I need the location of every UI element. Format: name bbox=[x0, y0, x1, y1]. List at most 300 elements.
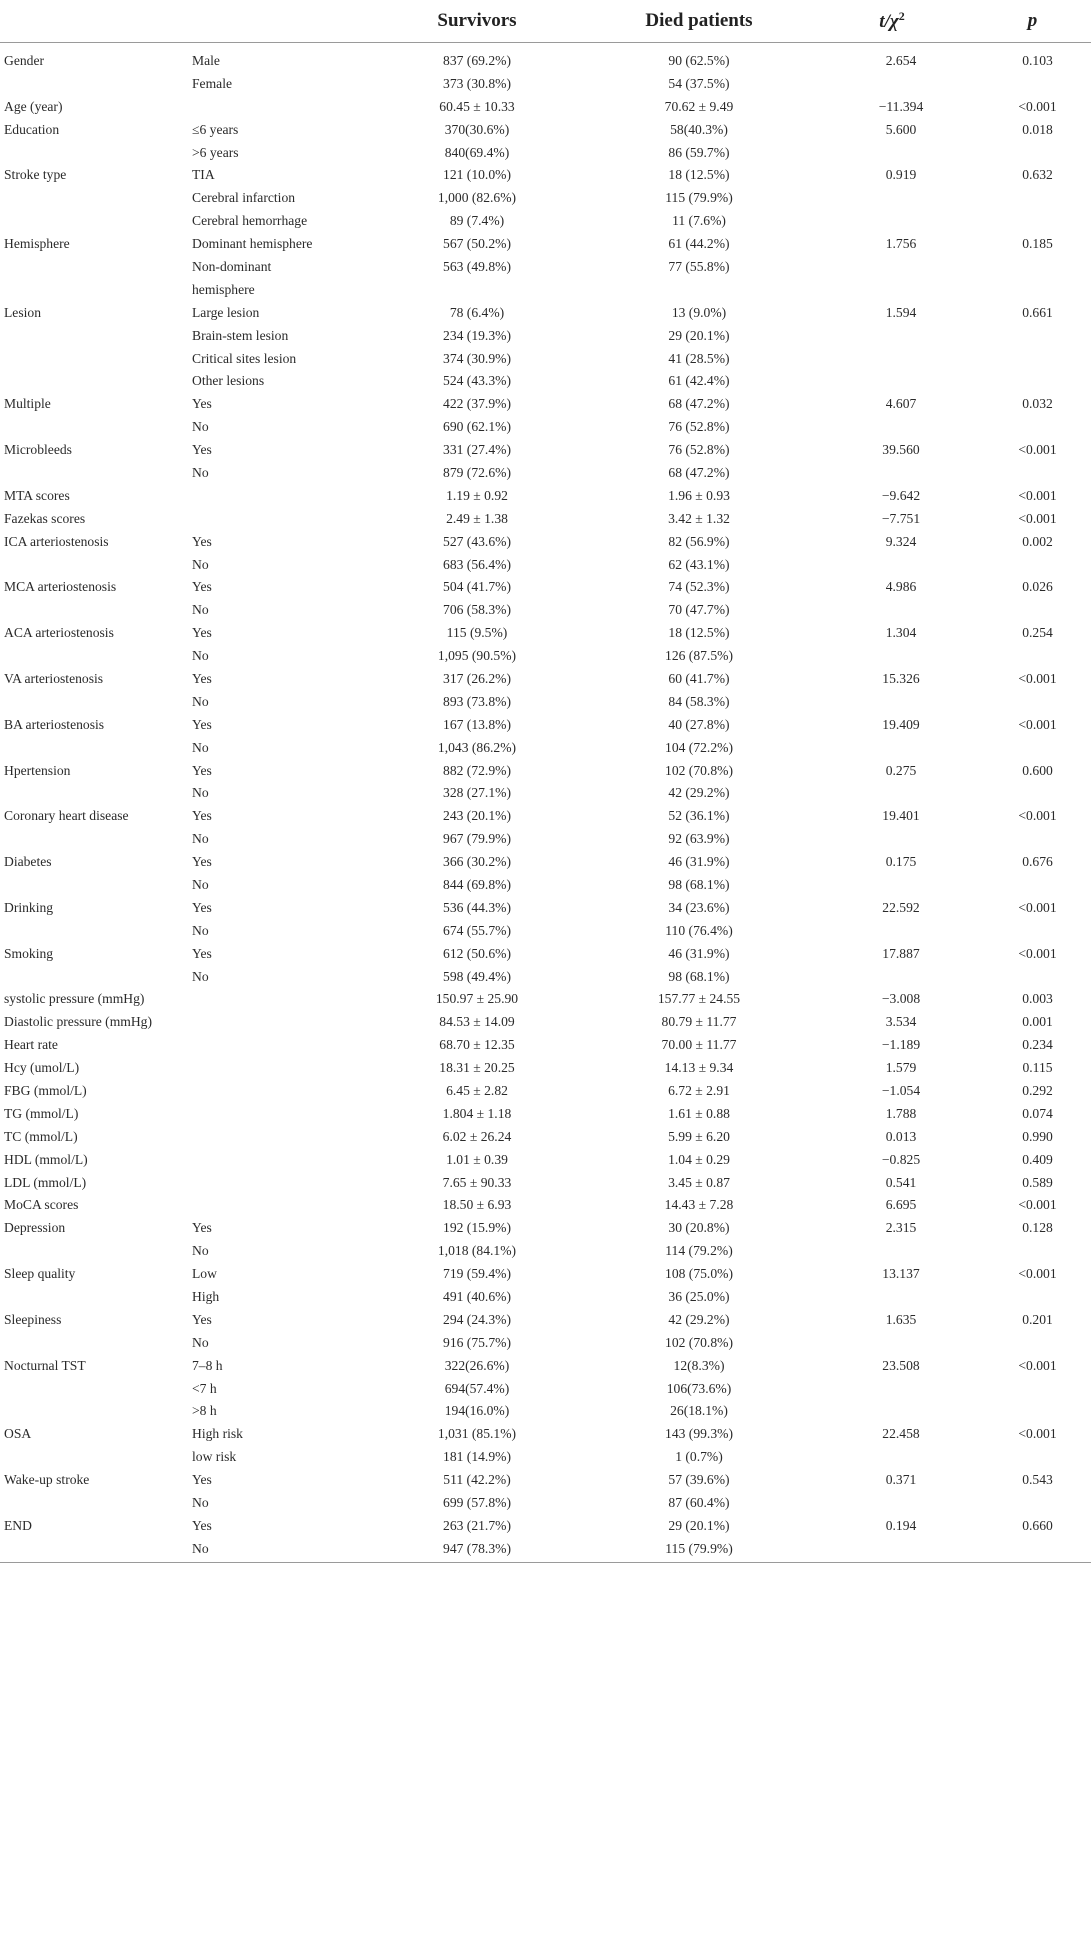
p-value-cell: 0.115 bbox=[1022, 1060, 1053, 1076]
died-patients-cell: 110 (76.4%) bbox=[665, 922, 733, 938]
test-statistic-cell: 0.013 bbox=[885, 1128, 917, 1144]
test-statistic-cell bbox=[810, 72, 974, 95]
died-patients-cell: 12(8.3%) bbox=[673, 1357, 725, 1373]
table-row bbox=[0, 163, 1091, 186]
variable-cell bbox=[0, 1331, 190, 1354]
p-value-cell: <0.001 bbox=[1018, 442, 1057, 458]
subgroup-cell: Yes bbox=[192, 1220, 212, 1236]
survivors-cell: 527 (43.6%) bbox=[443, 533, 511, 549]
died-patients-cell: 26(18.1%) bbox=[670, 1403, 728, 1419]
table-row bbox=[0, 186, 1091, 209]
subgroup-cell: No bbox=[192, 785, 209, 801]
header-row bbox=[0, 0, 1091, 43]
table-body bbox=[0, 43, 1091, 1560]
p-value-cell: 0.661 bbox=[1022, 304, 1053, 320]
subgroup-cell: No bbox=[192, 1495, 209, 1511]
p-value-cell bbox=[974, 209, 1091, 232]
died-patients-cell: 115 (79.9%) bbox=[665, 190, 733, 206]
p-value-cell: 0.234 bbox=[1022, 1037, 1053, 1053]
variable-cell: Hpertension bbox=[4, 762, 71, 778]
survivors-cell bbox=[366, 278, 588, 301]
survivors-cell: 1,095 (90.5%) bbox=[437, 648, 517, 664]
table-row bbox=[0, 1468, 1091, 1491]
died-patients-cell: 34 (23.6%) bbox=[668, 899, 730, 915]
test-statistic-cell bbox=[810, 255, 974, 278]
p-value-cell: <0.001 bbox=[1018, 899, 1057, 915]
survivors-cell: 699 (57.8%) bbox=[443, 1495, 511, 1511]
died-patients-cell: 57 (39.6%) bbox=[668, 1472, 730, 1488]
variable-cell: Drinking bbox=[4, 899, 54, 915]
died-patients-cell: 77 (55.8%) bbox=[668, 258, 730, 274]
variable-cell bbox=[0, 278, 190, 301]
subgroup-cell: High risk bbox=[192, 1426, 243, 1442]
table-row bbox=[0, 1491, 1091, 1514]
p-value-cell bbox=[974, 827, 1091, 850]
test-statistic-cell: 9.324 bbox=[885, 533, 917, 549]
survivors-cell: 317 (26.2%) bbox=[443, 670, 511, 686]
died-patients-cell: 90 (62.5%) bbox=[668, 52, 730, 68]
table-row bbox=[0, 621, 1091, 644]
test-statistic-cell bbox=[810, 736, 974, 759]
variable-cell: Gender bbox=[4, 52, 45, 68]
table-row bbox=[0, 1079, 1091, 1102]
table-row bbox=[0, 598, 1091, 621]
table-row bbox=[0, 1285, 1091, 1308]
died-patients-cell: 61 (44.2%) bbox=[668, 236, 730, 252]
died-patients-cell: 36 (25.0%) bbox=[668, 1289, 730, 1305]
p-value-cell bbox=[974, 1445, 1091, 1468]
survivors-cell: 511 (42.2%) bbox=[443, 1472, 511, 1488]
died-patients-cell: 1 (0.7%) bbox=[675, 1449, 723, 1465]
subgroup-cell: Cerebral infarction bbox=[192, 190, 296, 206]
survivors-cell: 60.45 ± 10.33 bbox=[439, 98, 515, 114]
survivors-cell: 1,031 (85.1%) bbox=[437, 1426, 517, 1442]
p-value-cell: <0.001 bbox=[1018, 670, 1057, 686]
table-row bbox=[0, 850, 1091, 873]
survivors-cell: 1.804 ± 1.18 bbox=[442, 1105, 512, 1121]
died-patients-cell: 1.96 ± 0.93 bbox=[668, 487, 730, 503]
subgroup-cell bbox=[190, 1102, 366, 1125]
died-patients-cell: 70.00 ± 11.77 bbox=[661, 1037, 737, 1053]
variable-cell: Heart rate bbox=[4, 1037, 58, 1053]
test-statistic-cell: 15.326 bbox=[882, 670, 920, 686]
variable-cell bbox=[0, 461, 190, 484]
subgroup-cell: TIA bbox=[192, 167, 215, 183]
table-row bbox=[0, 804, 1091, 827]
p-value-cell bbox=[974, 461, 1091, 484]
survivors-cell: 18.50 ± 6.93 bbox=[442, 1197, 512, 1213]
test-statistic-cell bbox=[810, 278, 974, 301]
p-value-cell bbox=[974, 553, 1091, 576]
table-row bbox=[0, 1102, 1091, 1125]
died-patients-cell: 1.61 ± 0.88 bbox=[668, 1105, 730, 1121]
variable-cell: ACA arteriostenosis bbox=[4, 625, 114, 641]
table-row bbox=[0, 1537, 1091, 1560]
died-patients-cell: 14.43 ± 7.28 bbox=[664, 1197, 734, 1213]
variable-cell: Hcy (umol/L) bbox=[4, 1060, 80, 1076]
survivors-cell: 719 (59.4%) bbox=[443, 1266, 511, 1282]
test-statistic-cell: 0.194 bbox=[885, 1517, 917, 1533]
subgroup-cell: Yes bbox=[192, 625, 212, 641]
table-row bbox=[0, 1262, 1091, 1285]
died-patients-cell: 3.45 ± 0.87 bbox=[668, 1174, 730, 1190]
died-patients-cell: 3.42 ± 1.32 bbox=[668, 510, 730, 526]
subgroup-cell: Yes bbox=[192, 579, 212, 595]
table-row bbox=[0, 553, 1091, 576]
p-value-cell: 0.600 bbox=[1022, 762, 1053, 778]
died-patients-cell: 114 (79.2%) bbox=[665, 1243, 733, 1259]
variable-cell: MCA arteriostenosis bbox=[4, 579, 117, 595]
variable-cell bbox=[0, 255, 190, 278]
test-statistic-cell: 1.635 bbox=[885, 1311, 917, 1327]
variable-cell bbox=[0, 1445, 190, 1468]
table-row bbox=[0, 369, 1091, 392]
subgroup-cell: No bbox=[192, 739, 209, 755]
variable-cell bbox=[0, 347, 190, 370]
subgroup-cell: Yes bbox=[192, 442, 212, 458]
table-row bbox=[0, 72, 1091, 95]
survivors-cell: 879 (72.6%) bbox=[443, 464, 511, 480]
variable-cell bbox=[0, 186, 190, 209]
died-patients-cell: 68 (47.2%) bbox=[668, 396, 730, 412]
subgroup-cell: No bbox=[192, 648, 209, 664]
survivors-cell: 84.53 ± 14.09 bbox=[439, 1014, 515, 1030]
p-value-cell bbox=[974, 644, 1091, 667]
header-subgroup bbox=[190, 0, 366, 43]
variable-cell: Smoking bbox=[4, 945, 54, 961]
died-patients-cell: 82 (56.9%) bbox=[668, 533, 730, 549]
header-test-statistic-superscript: 2 bbox=[898, 9, 905, 23]
subgroup-cell: ≤6 years bbox=[192, 121, 239, 137]
subgroup-cell: Yes bbox=[192, 716, 212, 732]
test-statistic-cell bbox=[810, 965, 974, 988]
variable-cell: TG (mmol/L) bbox=[4, 1105, 79, 1121]
test-statistic-cell: −1.189 bbox=[881, 1037, 921, 1053]
p-value-cell: <0.001 bbox=[1018, 945, 1057, 961]
subgroup-cell: No bbox=[192, 1243, 209, 1259]
variable-cell bbox=[0, 598, 190, 621]
test-statistic-cell bbox=[810, 324, 974, 347]
variable-cell: BA arteriostenosis bbox=[4, 716, 105, 732]
survivors-cell: 844 (69.8%) bbox=[443, 877, 511, 892]
table-row bbox=[0, 43, 1091, 72]
table-row bbox=[0, 278, 1091, 301]
variable-cell: Sleepiness bbox=[4, 1311, 62, 1327]
table-row bbox=[0, 415, 1091, 438]
test-statistic-cell: 4.986 bbox=[885, 579, 917, 595]
table-row bbox=[0, 461, 1091, 484]
p-value-cell bbox=[974, 736, 1091, 759]
p-value-cell: <0.001 bbox=[1018, 487, 1057, 503]
died-patients-cell: 46 (31.9%) bbox=[668, 854, 730, 870]
died-patients-cell: 5.99 ± 6.20 bbox=[668, 1128, 730, 1144]
p-value-cell: 0.074 bbox=[1022, 1105, 1053, 1121]
survivors-cell: 882 (72.9%) bbox=[443, 762, 511, 778]
test-statistic-cell: 6.695 bbox=[885, 1197, 917, 1213]
died-patients-cell: 84 (58.3%) bbox=[668, 693, 730, 709]
subgroup-cell: 7–8 h bbox=[192, 1357, 223, 1373]
table-row bbox=[0, 575, 1091, 598]
table-row bbox=[0, 507, 1091, 530]
test-statistic-cell bbox=[810, 553, 974, 576]
survivors-cell: 234 (19.3%) bbox=[443, 327, 511, 343]
subgroup-cell: Male bbox=[192, 52, 220, 68]
p-value-cell: 0.409 bbox=[1022, 1151, 1053, 1167]
survivors-cell: 7.65 ± 90.33 bbox=[442, 1174, 512, 1190]
variable-cell: Wake-up stroke bbox=[4, 1472, 90, 1488]
died-patients-cell: 68 (47.2%) bbox=[668, 464, 730, 480]
variable-cell bbox=[0, 553, 190, 576]
table-row bbox=[0, 644, 1091, 667]
p-value-cell bbox=[974, 186, 1091, 209]
subgroup-cell: No bbox=[192, 602, 209, 618]
p-value-cell bbox=[974, 324, 1091, 347]
p-value-cell bbox=[974, 1537, 1091, 1560]
table-row bbox=[0, 347, 1091, 370]
died-patients-cell: 86 (59.7%) bbox=[668, 144, 730, 160]
died-patients-cell: 54 (37.5%) bbox=[668, 75, 730, 91]
survivors-cell: 150.97 ± 25.90 bbox=[435, 991, 519, 1007]
died-patients-cell: 76 (52.8%) bbox=[668, 419, 730, 435]
subgroup-cell bbox=[190, 1079, 366, 1102]
p-value-cell bbox=[974, 1331, 1091, 1354]
survivors-cell: 194(16.0%) bbox=[444, 1403, 510, 1419]
died-patients-cell: 157.77 ± 24.55 bbox=[657, 991, 741, 1007]
p-value-cell: <0.001 bbox=[1018, 510, 1057, 526]
died-patients-cell: 61 (42.4%) bbox=[668, 373, 730, 389]
variable-cell: Diabetes bbox=[4, 854, 52, 870]
p-value-cell: <0.001 bbox=[1018, 98, 1057, 114]
subgroup-cell: >6 years bbox=[192, 144, 239, 160]
table-row bbox=[0, 782, 1091, 805]
survivors-cell: 322(26.6%) bbox=[444, 1357, 510, 1373]
test-statistic-cell bbox=[810, 1285, 974, 1308]
died-patients-cell: 1.04 ± 0.29 bbox=[668, 1151, 730, 1167]
table-row bbox=[0, 1194, 1091, 1217]
p-value-cell: 0.128 bbox=[1022, 1220, 1053, 1236]
test-statistic-cell: 23.508 bbox=[882, 1357, 920, 1373]
died-patients-cell: 18 (12.5%) bbox=[668, 625, 730, 641]
survivors-cell: 374 (30.9%) bbox=[443, 350, 511, 366]
variable-cell bbox=[0, 1239, 190, 1262]
survivors-cell: 192 (15.9%) bbox=[443, 1220, 511, 1236]
variable-cell bbox=[0, 782, 190, 805]
subgroup-cell bbox=[190, 988, 366, 1011]
p-value-cell: 0.103 bbox=[1022, 52, 1053, 68]
header-test-statistic-label: t/χ bbox=[879, 11, 899, 32]
p-value-cell: 0.003 bbox=[1022, 991, 1053, 1007]
table-row bbox=[0, 690, 1091, 713]
table-row bbox=[0, 1239, 1091, 1262]
test-statistic-cell bbox=[810, 141, 974, 164]
subgroup-cell bbox=[190, 95, 366, 118]
variable-cell bbox=[0, 873, 190, 896]
table-row bbox=[0, 438, 1091, 461]
subgroup-cell: Non-dominant bbox=[192, 258, 272, 274]
p-value-cell: 0.990 bbox=[1022, 1128, 1053, 1144]
subgroup-cell: No bbox=[192, 831, 209, 847]
table-row bbox=[0, 1331, 1091, 1354]
table-row bbox=[0, 873, 1091, 896]
p-value-cell: <0.001 bbox=[1018, 716, 1057, 732]
died-patients-cell: 98 (68.1%) bbox=[668, 968, 730, 984]
p-value-cell bbox=[974, 1400, 1091, 1423]
variable-cell: OSA bbox=[4, 1426, 32, 1442]
p-value-cell bbox=[974, 255, 1091, 278]
subgroup-cell: Cerebral hemorrhage bbox=[192, 213, 308, 229]
table-row bbox=[0, 392, 1091, 415]
variable-cell: VA arteriostenosis bbox=[4, 670, 104, 686]
variable-cell: Lesion bbox=[4, 304, 41, 320]
table-row bbox=[0, 1308, 1091, 1331]
survivors-cell: 373 (30.8%) bbox=[443, 75, 511, 91]
test-statistic-cell: 1.788 bbox=[885, 1105, 917, 1121]
test-statistic-cell bbox=[810, 690, 974, 713]
subgroup-cell: Low bbox=[192, 1266, 217, 1282]
died-patients-cell: 41 (28.5%) bbox=[668, 350, 730, 366]
survivors-cell: 1,018 (84.1%) bbox=[437, 1243, 517, 1259]
test-statistic-cell bbox=[810, 461, 974, 484]
table-row bbox=[0, 667, 1091, 690]
died-patients-cell: 80.79 ± 11.77 bbox=[661, 1014, 737, 1030]
p-value-cell: 0.292 bbox=[1022, 1083, 1053, 1099]
variable-cell: Stroke type bbox=[4, 167, 67, 183]
variable-cell bbox=[0, 644, 190, 667]
test-statistic-cell bbox=[810, 415, 974, 438]
test-statistic-cell: 2.315 bbox=[885, 1220, 917, 1236]
subgroup-cell: Other lesions bbox=[192, 373, 265, 389]
test-statistic-cell: 0.919 bbox=[885, 167, 917, 183]
died-patients-cell: 40 (27.8%) bbox=[668, 716, 730, 732]
survivors-cell: 1.19 ± 0.92 bbox=[446, 487, 508, 503]
p-value-cell bbox=[974, 919, 1091, 942]
p-value-cell bbox=[974, 347, 1091, 370]
variable-cell bbox=[0, 1400, 190, 1423]
subgroup-cell: Yes bbox=[192, 670, 212, 686]
p-value-cell: 0.001 bbox=[1022, 1014, 1053, 1030]
survivors-cell: 68.70 ± 12.35 bbox=[439, 1037, 515, 1053]
test-statistic-cell: 1.756 bbox=[885, 236, 917, 252]
died-patients-cell: 29 (20.1%) bbox=[668, 1517, 730, 1533]
subgroup-cell: Yes bbox=[192, 1472, 212, 1488]
subgroup-cell: Yes bbox=[192, 533, 212, 549]
test-statistic-cell bbox=[810, 1400, 974, 1423]
header-survivors: Survivors bbox=[366, 0, 588, 43]
survivors-cell: 18.31 ± 20.25 bbox=[439, 1060, 515, 1076]
died-patients-cell: 92 (63.9%) bbox=[668, 831, 730, 847]
test-statistic-cell: 0.175 bbox=[885, 854, 917, 870]
died-patients-cell: 76 (52.8%) bbox=[668, 442, 730, 458]
survivors-cell: 837 (69.2%) bbox=[443, 52, 511, 68]
survivors-cell: 1,043 (86.2%) bbox=[437, 739, 517, 755]
survivors-cell: 683 (56.4%) bbox=[443, 556, 511, 572]
table-row bbox=[0, 324, 1091, 347]
variable-cell bbox=[0, 324, 190, 347]
test-statistic-cell bbox=[810, 1239, 974, 1262]
p-value-cell: 0.002 bbox=[1022, 533, 1053, 549]
survivors-cell: 370(30.6%) bbox=[444, 121, 510, 137]
died-patients-cell: 62 (43.1%) bbox=[668, 556, 730, 572]
table-row bbox=[0, 530, 1091, 553]
died-patients-cell: 70.62 ± 9.49 bbox=[664, 98, 734, 114]
died-patients-cell bbox=[588, 278, 810, 301]
survivors-cell: 331 (27.4%) bbox=[443, 442, 511, 458]
died-patients-cell: 102 (70.8%) bbox=[665, 1334, 733, 1350]
header-variable bbox=[0, 0, 190, 43]
subgroup-cell bbox=[190, 1171, 366, 1194]
variable-cell: MTA scores bbox=[4, 487, 70, 503]
subgroup-cell: No bbox=[192, 419, 209, 435]
test-statistic-cell: −9.642 bbox=[881, 487, 921, 503]
subgroup-cell: No bbox=[192, 968, 209, 984]
variable-cell: TC (mmol/L) bbox=[4, 1128, 78, 1144]
p-value-cell bbox=[974, 873, 1091, 896]
test-statistic-cell: 0.275 bbox=[885, 762, 917, 778]
variable-cell: Diastolic pressure (mmHg) bbox=[4, 1014, 152, 1030]
p-value-cell: <0.001 bbox=[1018, 1197, 1057, 1213]
survivors-cell: 706 (58.3%) bbox=[443, 602, 511, 618]
survivors-cell: 115 (9.5%) bbox=[446, 625, 508, 641]
survivors-cell: 674 (55.7%) bbox=[443, 922, 511, 938]
test-statistic-cell: 4.607 bbox=[885, 396, 917, 412]
subgroup-cell: Yes bbox=[192, 854, 212, 870]
test-statistic-cell: 13.137 bbox=[882, 1266, 920, 1282]
table-row bbox=[0, 896, 1091, 919]
table-row bbox=[0, 988, 1091, 1011]
test-statistic-cell bbox=[810, 186, 974, 209]
died-patients-cell: 6.72 ± 2.91 bbox=[668, 1083, 730, 1099]
table-row bbox=[0, 1445, 1091, 1468]
p-value-cell bbox=[974, 72, 1091, 95]
test-statistic-cell: −7.751 bbox=[881, 510, 921, 526]
test-statistic-cell: 1.579 bbox=[885, 1060, 917, 1076]
subgroup-cell: Yes bbox=[192, 808, 212, 824]
survivors-cell: 89 (7.4%) bbox=[449, 213, 505, 229]
subgroup-cell bbox=[190, 1148, 366, 1171]
survivors-cell: 524 (43.3%) bbox=[443, 373, 511, 389]
test-statistic-cell: 22.458 bbox=[882, 1426, 920, 1442]
survivors-cell: 2.49 ± 1.38 bbox=[446, 510, 508, 526]
died-patients-cell: 14.13 ± 9.34 bbox=[664, 1060, 734, 1076]
variable-cell: Fazekas scores bbox=[4, 510, 86, 526]
table-row bbox=[0, 1514, 1091, 1537]
died-patients-cell: 30 (20.8%) bbox=[668, 1220, 730, 1236]
subgroup-cell: hemisphere bbox=[192, 281, 255, 297]
survivors-cell: 598 (49.4%) bbox=[443, 968, 511, 984]
variable-cell: HDL (mmol/L) bbox=[4, 1151, 88, 1167]
subgroup-cell: <7 h bbox=[192, 1380, 217, 1396]
subgroup-cell: Female bbox=[192, 75, 233, 91]
table-row bbox=[0, 1400, 1091, 1423]
variable-cell: Hemisphere bbox=[4, 236, 70, 252]
subgroup-cell: No bbox=[192, 877, 209, 892]
subgroup-cell: Yes bbox=[192, 945, 212, 961]
p-value-cell: 0.185 bbox=[1022, 236, 1053, 252]
subgroup-cell: No bbox=[192, 1540, 209, 1556]
p-value-cell: 0.543 bbox=[1022, 1472, 1053, 1488]
test-statistic-cell: 17.887 bbox=[882, 945, 920, 961]
test-statistic-cell bbox=[810, 598, 974, 621]
subgroup-cell: Large lesion bbox=[192, 304, 260, 320]
test-statistic-cell bbox=[810, 1445, 974, 1468]
subgroup-cell: Yes bbox=[192, 1517, 212, 1533]
p-value-cell: <0.001 bbox=[1018, 1266, 1057, 1282]
test-statistic-cell bbox=[810, 919, 974, 942]
test-statistic-cell: −1.054 bbox=[881, 1083, 921, 1099]
p-value-cell: <0.001 bbox=[1018, 1426, 1057, 1442]
header-p-value: p bbox=[974, 0, 1091, 43]
table-row bbox=[0, 1010, 1091, 1033]
